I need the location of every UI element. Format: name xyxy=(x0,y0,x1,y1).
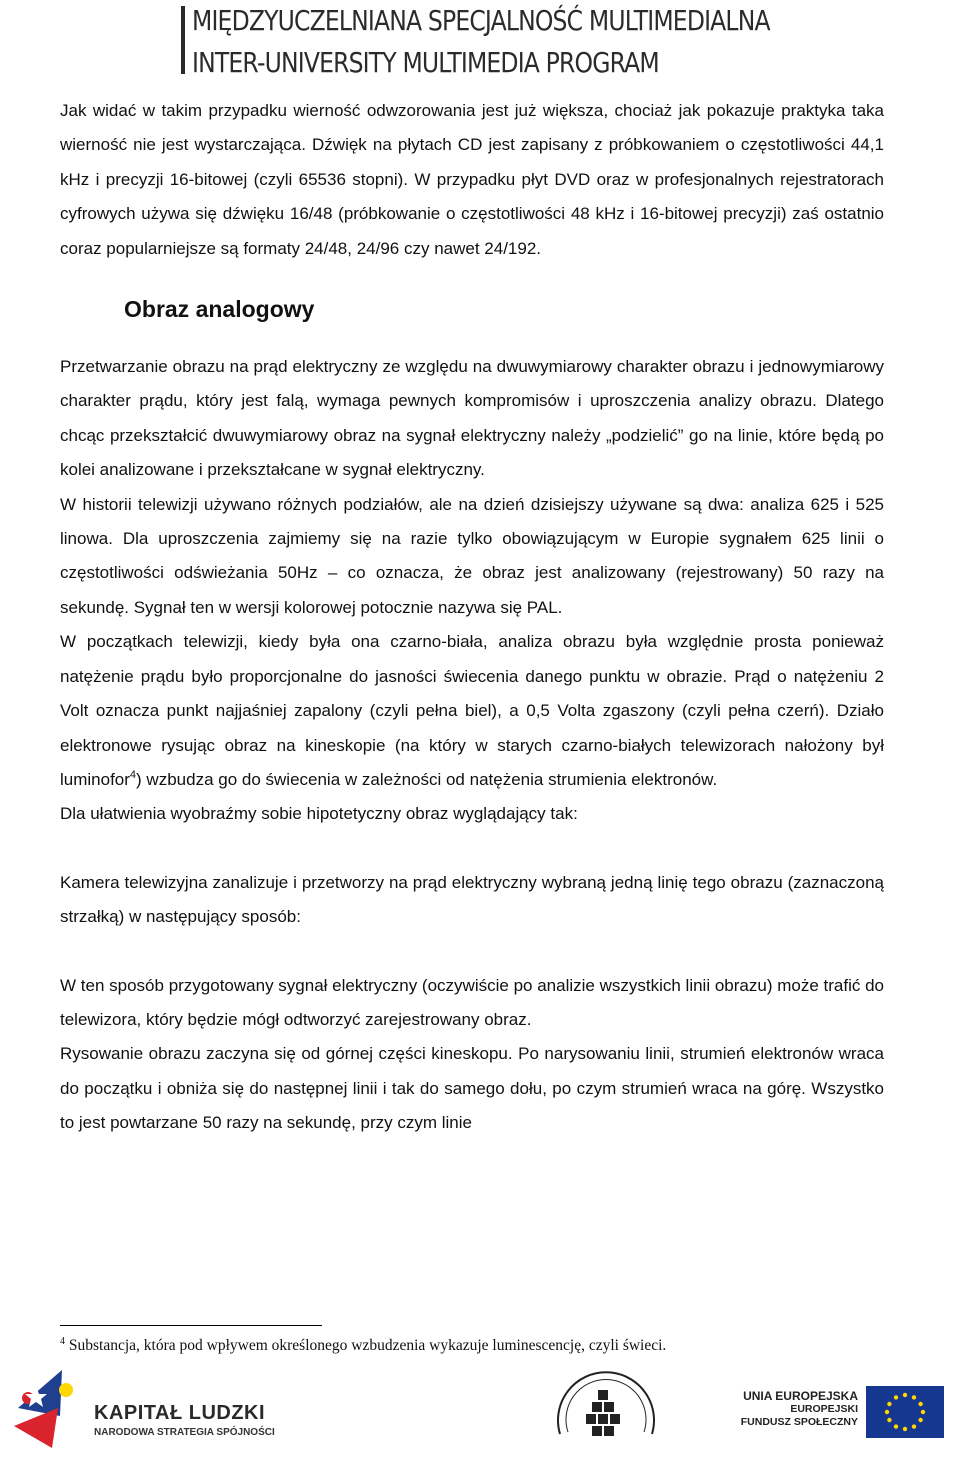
footnote-separator xyxy=(60,1325,322,1326)
header-title-pl: MIĘDZYUCZELNIANA SPECJALNOŚĆ MULTIMEDIALNA xyxy=(192,4,770,37)
figure-placeholder xyxy=(60,935,884,969)
eu-line-3: FUNDUSZ SPOŁECZNY xyxy=(740,1416,858,1428)
footnote-number: 4 xyxy=(60,1336,65,1347)
paragraph-hypothetical-image: Dla ułatwienia wyobraźmy sobie hipotetyczny obraz wyglądający tak: xyxy=(60,804,578,824)
paragraph-tv-history: W historii telewizji używano różnych podziałów, ale na dzień dzisiejszy używane są dwa: analiza 625 i 525 linowa. Dla uproszczenia zajmiemy się na razie tylko obowiązującym w Europie sygnałem 625 linii o częstotliwości odświeżania 50Hz – co oznacza, że obraz jest analizowany (rejestrowany) 50 razy na sekundę. Sygnał ten w wersji kolorowej potocznie nazywa się PAL. xyxy=(60,494,884,617)
header-title-en: INTER-UNIVERSITY MULTIMEDIA PROGRAM xyxy=(192,46,659,79)
paragraph-audio-sampling: Jak widać w takim przypadku wierność odwzorowania jest już większa, chociaż jak pokazuje praktyka taka wierność nie jest wystarczająca. Dźwięk na płytach CD jest zapisany z próbkowaniem o częstotliwości 44,1 kHz i precyzji 16-bitowej (czyli 65536 stopni). W przypadku płyt DVD oraz w profesjonalnych rejestratorach cyfrowych używa się dźwięku 16/48 (próbkowanie o częstotliwości 48 kHz i 16-bitowej precyzji) zaś ostatnio coraz popularniejsze są formaty 24/48, 24/96 czy nawet 24/192. xyxy=(60,101,884,258)
page-footer xyxy=(0,1360,960,1459)
footnote xyxy=(60,1336,900,1356)
paragraph-camera-analysis: Kamera telewizyjna zanalizuje i przetworzy na prąd elektryczny wybraną jedną linię tego obrazu (zaznaczoną strzałką) w następujący sposób: xyxy=(60,872,884,927)
asp-warsaw-seal-icon xyxy=(540,1362,670,1458)
kapital-ludzki-title: KAPITAŁ LUDZKI xyxy=(94,1402,266,1424)
eu-fund-label xyxy=(736,1390,858,1429)
footnote-text: Substancja, która pod wpływem określonego wzbudzenia wykazuje luminescencję, czyli świeci. xyxy=(68,1337,667,1354)
eu-flag-icon xyxy=(866,1386,944,1438)
paragraph-text: ) wzbudza go do świecenia w zależności od natężenia strumienia elektronów. xyxy=(136,769,718,789)
kapital-ludzki-logo-icon xyxy=(12,1368,82,1450)
page-header xyxy=(0,0,960,80)
paragraph-black-white-tv xyxy=(60,625,884,797)
section-heading: Obraz analogowy xyxy=(124,296,315,323)
paragraph-text: W początkach telewizji, kiedy była ona czarno-biała, analiza obrazu była względnie prosta ponieważ natężenie prądu było proporcjonalne do jasności świecenia danego punktu w obrazie. Prąd o natężeniu 2 Volt oznacza punkt najjaśniej zapalony (czyli pełna biel), a 0,5 Volta zgaszony (czyli pełna czerń). Działo elektronowe rysując obraz na kineskopie (na który w starych czarno-białych telewizorach nałożony był luminofor xyxy=(60,632,884,789)
paragraph-signal-prepared: W ten sposób przygotowany sygnał elektryczny (oczywiście po analizie wszystkich linii obrazu) może trafić do telewizora, który będzie mógł odtworzyć zarejestrowany obraz. xyxy=(60,975,884,1029)
figure-placeholder xyxy=(60,832,884,866)
header-divider xyxy=(181,6,185,74)
eu-line-1: UNIA EUROPEJSKA xyxy=(743,1389,858,1403)
kapital-ludzki-subtitle: NARODOWA STRATEGIA SPÓJNOŚCI xyxy=(94,1427,275,1438)
eu-line-2: EUROPEJSKI xyxy=(790,1403,858,1415)
paragraph-drawing-image: Rysowanie obrazu zaczyna się od górnej części kineskopu. Po narysowaniu linii, strumień elektronów wraca do początku i obniża się do następnej linii i tak do samego dołu, po czym strumień wraca na górę. Wszystko to jest powtarzane 50 razy na sekundę, przy czym linie xyxy=(60,1044,884,1133)
document-body xyxy=(60,94,884,1141)
footnote-reference[interactable]: 4 xyxy=(129,768,137,781)
paragraph-image-processing: Przetwarzanie obrazu na prąd elektryczny ze względu na dwuwymiarowy charakter obrazu i jednowymiarowy charakter prądu, który jest falą, wymaga pewnych kompromisów i uproszczenia analizy obrazu. Dlatego chcąc przekształcić dwuwymiarowy obraz na sygnał elektryczny należy „podzielić” go na linie, które będą po kolei analizowane i przekształcane w sygnał elektryczny. xyxy=(60,357,884,480)
